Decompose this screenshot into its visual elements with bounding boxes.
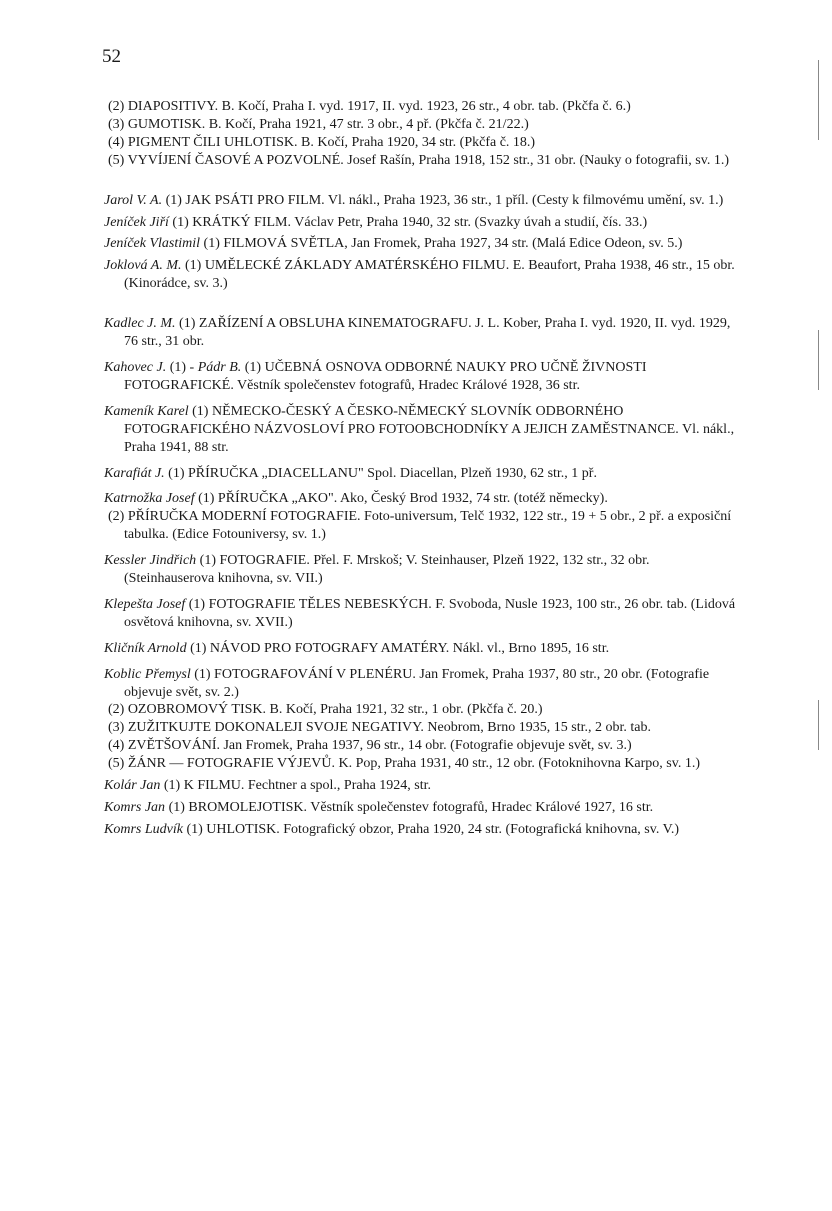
author-name: Joklová A. M. — [104, 258, 182, 274]
bib-entry-koblic-2: (2) OZOBROMOVÝ TISK. B. Kočí, Praha 1921, 32 str., 1 obr. (Pkčfa č. 20.) — [108, 702, 543, 718]
author-name: Jarol V. A. — [104, 192, 163, 208]
bib-entry-katrnozka-2: (2) PŘÍRUČKA MODERNÍ FOTOGRAFIE. Foto-universum, Telč 1932, 122 str., 19 + 5 obr., 2 př. a exposiční tabulka. (Edice Fotouniversy, sv. 1.) — [108, 509, 732, 543]
bib-entry-kamenik: Kameník Karel (1) NĚMECKO-ČESKÝ A ČESKO-NĚMECKÝ SLOVNÍK ODBORNÉHO FOTOGRAFICKÉHO NÁZVOSLOVÍ PRO FOTOOBCHODNÍKY A JEJICH ZAMĚSTNANCE. Vl. nákl., Praha 1941, 88 str. — [104, 403, 735, 455]
author-name: Katrnožka Josef — [104, 491, 195, 507]
bib-entry-koblic-3: (3) ZUŽITKUJTE DOKONALEJI SVOJE NEGATIVY. Neobrom, Brno 1935, 15 str., 2 obr. tab. — [108, 720, 651, 736]
bib-entry-vyvijeni: (5) VYVÍJENÍ ČASOVÉ A POZVOLNÉ. Josef Rašín, Praha 1918, 152 str., 31 obr. (Nauky o fotografii, sv. 1.) — [108, 152, 730, 168]
author-name: Koblic Přemysl — [104, 666, 191, 682]
bib-entry-kahovec: Kahovec J. (1) - Pádr B. (1) UČEBNÁ OSNOVA ODBORNÉ NAUKY PRO UČNĚ ŽIVNOSTI FOTOGRAFICKÉ. Věstník společenstev fotografů, Hradec Králové 1928, 36 str. — [104, 359, 647, 393]
scan-edge-mark — [818, 330, 819, 390]
bib-entry-komrs-ludvik: Komrs Ludvík (1) UHLOTISK. Fotografický obzor, Praha 1920, 24 str. (Fotografická knihovna, sv. V.) — [104, 821, 680, 837]
author-name: Kadlec J. M. — [104, 316, 176, 332]
bib-entry-jarol: Jarol V. A. (1) JAK PSÁTI PRO FILM. Vl. nákl., Praha 1923, 36 str., 1 příl. (Cesty k filmovému umění, sv. 1.) — [104, 192, 724, 208]
author-name: Jeníček Vlastimil — [104, 236, 201, 252]
bib-entry-diapositivy: (2) DIAPOSITIVY. B. Kočí, Praha I. vyd. 1917, II. vyd. 1923, 26 str., 4 obr. tab. (Pkčfa č. 6.) — [108, 99, 631, 114]
bib-entry-katrnozka: Katrnožka Josef (1) PŘÍRUČKA „AKO". Ako, Český Brod 1932, 74 str. (totéž německy). — [104, 491, 608, 507]
bib-entry-klicnik: Kličník Arnold (1) NÁVOD PRO FOTOGRAFY AMATÉRY. Nákl. vl., Brno 1895, 16 str. — [104, 640, 610, 656]
author-name: Kličník Arnold — [104, 640, 187, 656]
bib-entry-karafiat: Karafiát J. (1) PŘÍRUČKA „DIACELLANU" Spol. Diacellan, Plzeň 1930, 62 str., 1 př. — [104, 465, 597, 481]
author-name: Jeníček Jiří — [104, 214, 169, 230]
author-name: Komrs Ludvík — [104, 821, 183, 837]
author-name: Karafiát J. — [104, 465, 165, 481]
bib-entry-jenicek-jiri: Jeníček Jiří (1) KRÁTKÝ FILM. Václav Petr, Praha 1940, 32 str. (Svazky úvah a studií, čís. 33.) — [104, 214, 648, 230]
bib-entry-pigment: (4) PIGMENT ČILI UHLOTISK. B. Kočí, Praha 1920, 34 str. (Pkčfa č. 18.) — [108, 134, 536, 150]
scan-edge-mark — [818, 60, 819, 140]
author-name: Kameník Karel — [104, 403, 189, 419]
author-name: Kessler Jindřich — [104, 553, 197, 569]
bib-entry-jenicek-vlastimil: Jeníček Vlastimil (1) FILMOVÁ SVĚTLA, Jan Fromek, Praha 1927, 34 str. (Malá Edice Odeon, sv. 5.) — [104, 236, 683, 252]
author-name: Kahovec J. — [104, 359, 167, 375]
page-number: 52 — [102, 46, 121, 67]
bib-entry-joklova: Joklová A. M. (1) UMĚLECKÉ ZÁKLADY AMATÉRSKÉHO FILMU. E. Beaufort, Praha 1938, 46 str., 15 obr. (Kinorádce, sv. 3.) — [104, 258, 735, 292]
author-name: Pádr B. — [197, 359, 242, 375]
bib-entry-komrs-jan: Komrs Jan (1) BROMOLEJOTISK. Věstník společenstev fotografů, Hradec Králové 1927, 16 str. — [104, 800, 654, 815]
bibliography-column — [104, 98, 736, 839]
author-name: Kolár Jan — [104, 778, 161, 794]
bib-entry-kadlec: Kadlec J. M. (1) ZAŘÍZENÍ A OBSLUHA KINEMATOGRAFU. J. L. Kober, Praha I. vyd. 1920, II. vyd. 1929, 76 str., 31 obr. — [104, 316, 731, 350]
bib-entry-kessler: Kessler Jindřich (1) FOTOGRAFIE. Přel. F. Mrskoš; V. Steinhauser, Plzeň 1922, 132 str., 32 obr. (Steinhauserova knihovna, sv. VII.) — [104, 553, 650, 587]
bib-entry-kolar: Kolár Jan (1) K FILMU. Fechtner a spol., Praha 1924, str. — [104, 778, 432, 794]
bib-entry-gumotisk: (3) GUMOTISK. B. Kočí, Praha 1921, 47 str. 3 obr., 4 př. (Pkčfa č. 21/22.) — [108, 116, 529, 132]
bib-entry-koblic-5: (5) ŽÁNR — FOTOGRAFIE VÝJEVŮ. K. Pop, Praha 1931, 40 str., 12 obr. (Fotoknihovna Karpo, sv. 1.) — [108, 756, 701, 772]
author-name: Komrs Jan — [104, 800, 166, 815]
bib-entry-klepesta: Klepešta Josef (1) FOTOGRAFIE TĚLES NEBESKÝCH. F. Svoboda, Nusle 1923, 100 str., 26 obr. tab. (Lidová osvětová knihovna, sv. XVII.) — [104, 596, 736, 630]
scan-edge-mark — [818, 700, 819, 750]
bib-entry-koblic-4: (4) ZVĚTŠOVÁNÍ. Jan Fromek, Praha 1937, 96 str., 14 obr. (Fotografie objevuje svět, sv. 3.) — [108, 738, 632, 754]
bib-entry-koblic: Koblic Přemysl (1) FOTOGRAFOVÁNÍ V PLENÉRU. Jan Fromek, Praha 1937, 80 str., 20 obr. (Fotografie objevuje svět, sv. 2.) — [104, 666, 710, 700]
author-name: Klepešta Josef — [104, 596, 186, 612]
